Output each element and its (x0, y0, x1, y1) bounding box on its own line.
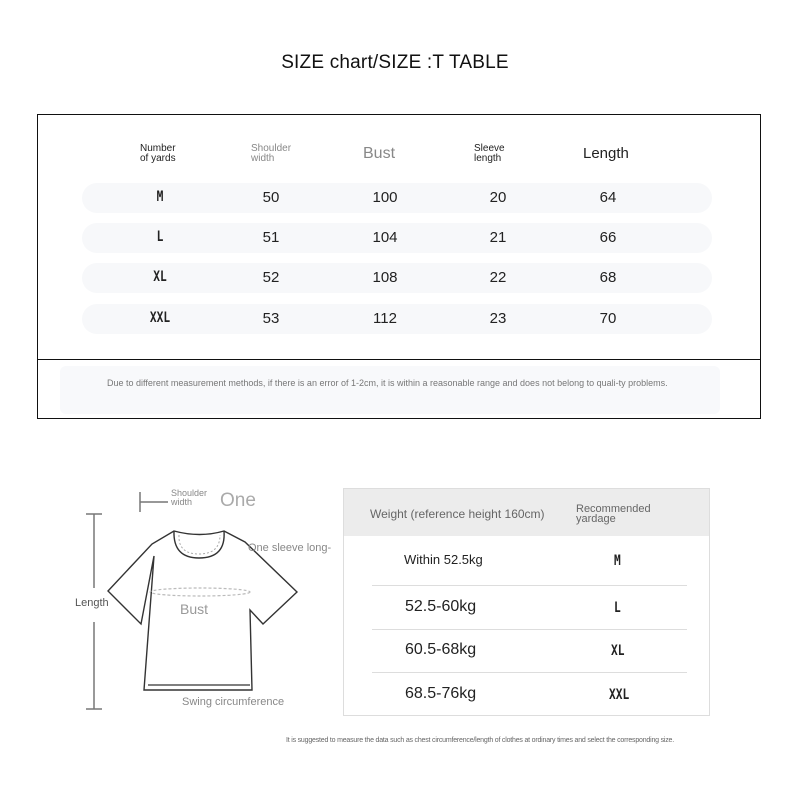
header-weight: Weight (reference height 160cm) (370, 507, 545, 521)
cell-sleeve: 21 (489, 229, 507, 246)
header-sleeve-line1: Sleeve (474, 143, 505, 154)
diagram-shoulder-line2: width (171, 497, 193, 507)
header-shoulder-line1: Shoulder (251, 143, 292, 154)
header-size (140, 144, 176, 164)
cell-shoulder: 52 (262, 269, 280, 286)
footnote: It is suggested to measure the data such as chest circumference/length of clothes at ordinary times and select the corresponding size. (286, 737, 674, 744)
row-divider (372, 672, 687, 673)
cell-size: XL (153, 269, 167, 285)
weight-cell: 60.5-68kg (405, 641, 477, 658)
header-recommended-line2: yardage (576, 513, 616, 525)
diagram-hem-label: Swing circumference (182, 696, 285, 708)
cell-sleeve: 20 (489, 189, 507, 206)
size-cell: XXL (609, 687, 630, 703)
weight-cell: Within 52.5kg (404, 552, 483, 567)
cell-size: L (156, 229, 164, 245)
page-title: SIZE chart/SIZE :T TABLE (281, 52, 509, 73)
divider (37, 359, 761, 360)
cell-size: M (156, 189, 164, 205)
size-cell: M (614, 553, 621, 569)
cell-sleeve: 23 (489, 310, 507, 327)
diagram-sleeve-label: One sleeve long- (248, 542, 332, 554)
cell-bust: 108 (372, 269, 398, 286)
cell-shoulder: 53 (262, 310, 280, 327)
header-size-line2: of yards (140, 153, 176, 164)
row-divider (372, 585, 687, 586)
cell-size: XXL (149, 310, 171, 326)
cell-length: 66 (599, 229, 617, 246)
cell-shoulder: 50 (262, 189, 280, 206)
cell-sleeve: 22 (489, 269, 507, 286)
diagram-shoulder-line1: Shoulder (171, 488, 208, 498)
row-divider (372, 629, 687, 630)
diagram-one-label: One (220, 490, 256, 511)
diagram-length-label: Length (75, 597, 109, 609)
diagram-shoulder-label (171, 489, 207, 507)
note-background (60, 366, 720, 414)
header-size-line1: Number (140, 143, 176, 154)
cell-bust: 112 (373, 310, 397, 327)
cell-shoulder: 51 (262, 229, 280, 246)
diagram-bust-label: Bust (180, 601, 209, 617)
header-recommended (576, 504, 651, 524)
cell-bust: 100 (372, 189, 398, 206)
header-shoulder (251, 144, 291, 164)
weight-cell: 68.5-76kg (405, 685, 477, 702)
weight-cell: 52.5-60kg (405, 598, 477, 615)
cell-length: 64 (599, 189, 617, 206)
size-cell: XL (611, 643, 625, 659)
header-sleeve (474, 144, 505, 164)
size-cell: L (614, 600, 621, 616)
header-shoulder-line2: width (251, 153, 275, 164)
header-bust: Bust (363, 145, 396, 162)
measurement-note: Due to different measurement methods, if there is an error of 1-2cm, it is within a reasonable range and does not belong to quali-ty problems. (107, 378, 668, 388)
header-recommended-line1: Recommended (576, 503, 651, 515)
header-sleeve-line2: length (474, 153, 502, 164)
cell-length: 68 (599, 269, 617, 286)
header-length: Length (583, 145, 629, 162)
cell-bust: 104 (372, 229, 398, 246)
cell-length: 70 (599, 310, 617, 327)
